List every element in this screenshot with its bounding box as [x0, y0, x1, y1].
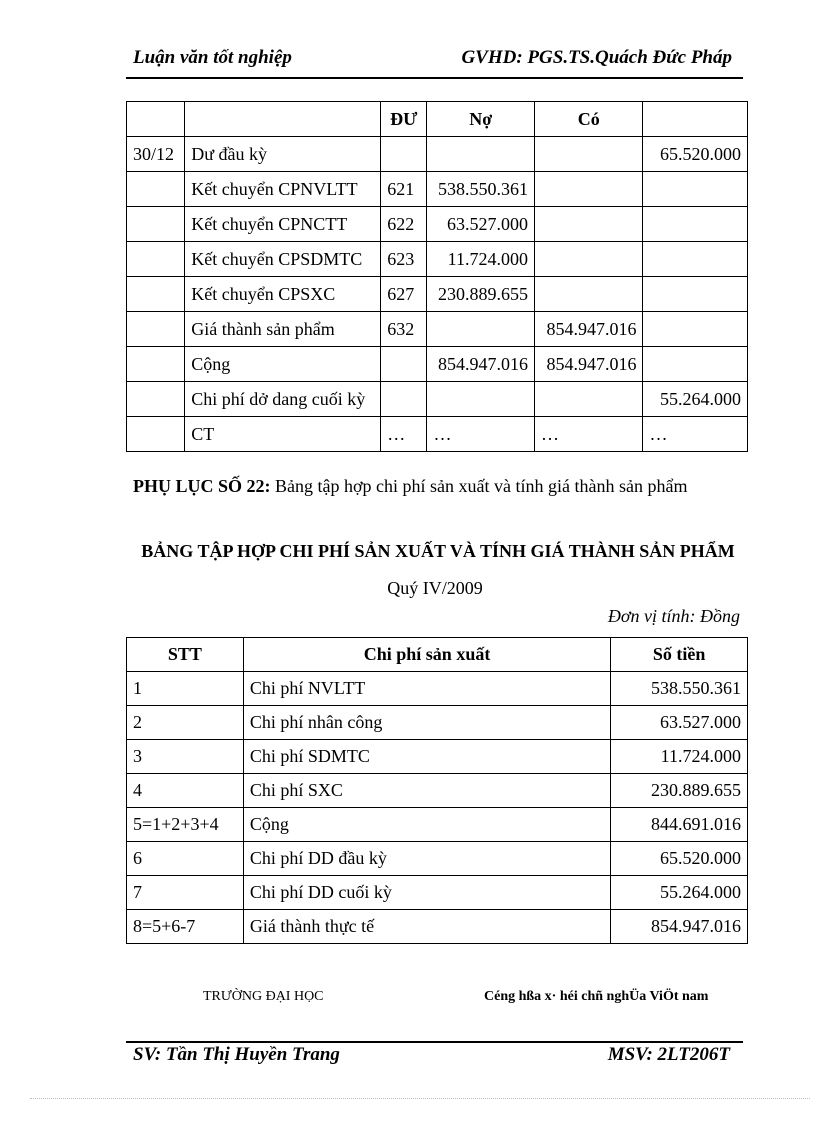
- table-row: [127, 207, 748, 242]
- ledger-header-cell: [127, 102, 185, 137]
- ledger-balance: [643, 312, 748, 347]
- summary-stt: 4: [127, 774, 244, 808]
- ledger-debit: [427, 312, 535, 347]
- ledger-account: [381, 347, 427, 382]
- ledger-balance: [643, 347, 748, 382]
- table-row: [127, 277, 748, 312]
- signature-school: TRƯỜNG ĐẠI HỌC: [203, 989, 324, 1004]
- header-advisor: GVHD: PGS.TS.Quách Đức Pháp: [461, 47, 732, 68]
- summary-amount: 854.947.016: [611, 910, 748, 944]
- summary-table: [126, 637, 748, 944]
- ledger-credit: [534, 172, 643, 207]
- ledger-account: 623: [381, 242, 427, 277]
- ledger-date: 30/12: [127, 137, 185, 172]
- header-thesis-label: Luận văn tốt nghiệp: [133, 47, 292, 68]
- table-row: [127, 706, 748, 740]
- ledger-credit: …: [534, 417, 643, 452]
- summary-amount: 538.550.361: [611, 672, 748, 706]
- table-row: [127, 312, 748, 347]
- ledger-header-cell: Nợ: [427, 102, 535, 137]
- ledger-balance: 65.520.000: [643, 137, 748, 172]
- ledger-account: 622: [381, 207, 427, 242]
- ledger-debit: 230.889.655: [427, 277, 535, 312]
- ledger-balance: 55.264.000: [643, 382, 748, 417]
- summary-cost: Chi phí nhân công: [243, 706, 610, 740]
- table-row: [127, 842, 748, 876]
- ledger-date: [127, 312, 185, 347]
- summary-cost: Chi phí SXC: [243, 774, 610, 808]
- ledger-header-cell: Có: [534, 102, 643, 137]
- ledger-account: [381, 382, 427, 417]
- table-row: [127, 172, 748, 207]
- ledger-balance: [643, 207, 748, 242]
- summary-amount: 63.527.000: [611, 706, 748, 740]
- ledger-debit: [427, 137, 535, 172]
- ledger-credit: [534, 137, 643, 172]
- ledger-header-cell: [643, 102, 748, 137]
- summary-stt: 5=1+2+3+4: [127, 808, 244, 842]
- appendix-caption: [133, 476, 687, 497]
- ledger-date: [127, 207, 185, 242]
- ledger-date: [127, 382, 185, 417]
- ledger-account: 627: [381, 277, 427, 312]
- ledger-credit: 854.947.016: [534, 312, 643, 347]
- summary-amount: 844.691.016: [611, 808, 748, 842]
- table-row: [127, 876, 748, 910]
- table-row: [127, 910, 748, 944]
- ledger-date: [127, 417, 185, 452]
- ledger-debit: …: [427, 417, 535, 452]
- summary-stt: 8=5+6-7: [127, 910, 244, 944]
- ledger-balance: [643, 172, 748, 207]
- summary-cost: Chi phí NVLTT: [243, 672, 610, 706]
- ledger-desc: Kết chuyển CPSDMTC: [185, 242, 381, 277]
- signature-republic: Céng hßa x· héi chñ nghÜa ViÖt nam: [484, 989, 709, 1004]
- ledger-header-cell: [185, 102, 381, 137]
- table-row: [127, 417, 748, 452]
- ledger-desc: Dư đầu kỳ: [185, 137, 381, 172]
- ledger-date: [127, 277, 185, 312]
- ledger-header-row: [127, 102, 748, 137]
- ledger-desc: Cộng: [185, 347, 381, 382]
- summary-amount: 55.264.000: [611, 876, 748, 910]
- summary-cost: Cộng: [243, 808, 610, 842]
- table-row: [127, 137, 748, 172]
- summary-amount: 65.520.000: [611, 842, 748, 876]
- ledger-debit: 854.947.016: [427, 347, 535, 382]
- table-row: [127, 347, 748, 382]
- table-row: [127, 672, 748, 706]
- summary-unit: Đơn vị tính: Đồng: [607, 606, 740, 626]
- ledger-balance: [643, 242, 748, 277]
- summary-stt: 3: [127, 740, 244, 774]
- summary-stt: 6: [127, 842, 244, 876]
- ledger-credit: [534, 207, 643, 242]
- ledger-debit: 538.550.361: [427, 172, 535, 207]
- ledger-desc: Chi phí dở dang cuối kỳ: [185, 382, 381, 417]
- ledger-desc: CT: [185, 417, 381, 452]
- ledger-account: …: [381, 417, 427, 452]
- ledger-account: [381, 137, 427, 172]
- table-row: [127, 808, 748, 842]
- ledger-desc: Kết chuyển CPNVLTT: [185, 172, 381, 207]
- summary-cost: Giá thành thực tế: [243, 910, 610, 944]
- summary-cost: Chi phí SDMTC: [243, 740, 610, 774]
- summary-stt: 2: [127, 706, 244, 740]
- appendix-text: Bảng tập hợp chi phí sản xuất và tính giá thành sản phẩm: [270, 476, 688, 496]
- ledger-credit: [534, 277, 643, 312]
- summary-title: BẢNG TẬP HỢP CHI PHÍ SẢN XUẤT VÀ TÍNH GIÁ THÀNH SẢN PHẨM: [141, 541, 735, 561]
- ledger-debit: [427, 382, 535, 417]
- summary-amount: 230.889.655: [611, 774, 748, 808]
- summary-period: Quý IV/2009: [387, 578, 483, 598]
- summary-stt: 7: [127, 876, 244, 910]
- summary-header-stt: STT: [127, 638, 244, 672]
- ledger-balance: …: [643, 417, 748, 452]
- ledger-date: [127, 172, 185, 207]
- summary-stt: 1: [127, 672, 244, 706]
- ledger-table: [126, 101, 748, 452]
- summary-header-cost: Chi phí sản xuất: [243, 638, 610, 672]
- table-row: [127, 774, 748, 808]
- ledger-debit: 11.724.000: [427, 242, 535, 277]
- summary-header-row: [127, 638, 748, 672]
- ledger-credit: 854.947.016: [534, 347, 643, 382]
- footer-student: SV: Tần Thị Huyền Trang: [133, 1044, 340, 1065]
- summary-amount: 11.724.000: [611, 740, 748, 774]
- ledger-account: 621: [381, 172, 427, 207]
- ledger-account: 632: [381, 312, 427, 347]
- ledger-date: [127, 347, 185, 382]
- table-row: [127, 740, 748, 774]
- ledger-desc: Giá thành sản phẩm: [185, 312, 381, 347]
- ledger-date: [127, 242, 185, 277]
- summary-cost: Chi phí DD cuối kỳ: [243, 876, 610, 910]
- ledger-header-cell: ĐƯ: [381, 102, 427, 137]
- ledger-credit: [534, 382, 643, 417]
- summary-cost: Chi phí DD đầu kỳ: [243, 842, 610, 876]
- ledger-debit: 63.527.000: [427, 207, 535, 242]
- page-edge-dots: [30, 1098, 810, 1099]
- table-row: [127, 242, 748, 277]
- ledger-balance: [643, 277, 748, 312]
- header-divider: [126, 77, 743, 79]
- ledger-credit: [534, 242, 643, 277]
- table-row: [127, 382, 748, 417]
- summary-header-amount: Số tiền: [611, 638, 748, 672]
- ledger-desc: Kết chuyển CPNCTT: [185, 207, 381, 242]
- appendix-label: PHỤ LỤC SỐ 22:: [133, 476, 271, 496]
- footer-divider: [126, 1041, 743, 1043]
- ledger-desc: Kết chuyển CPSXC: [185, 277, 381, 312]
- footer-student-id: MSV: 2LT206T: [607, 1044, 730, 1065]
